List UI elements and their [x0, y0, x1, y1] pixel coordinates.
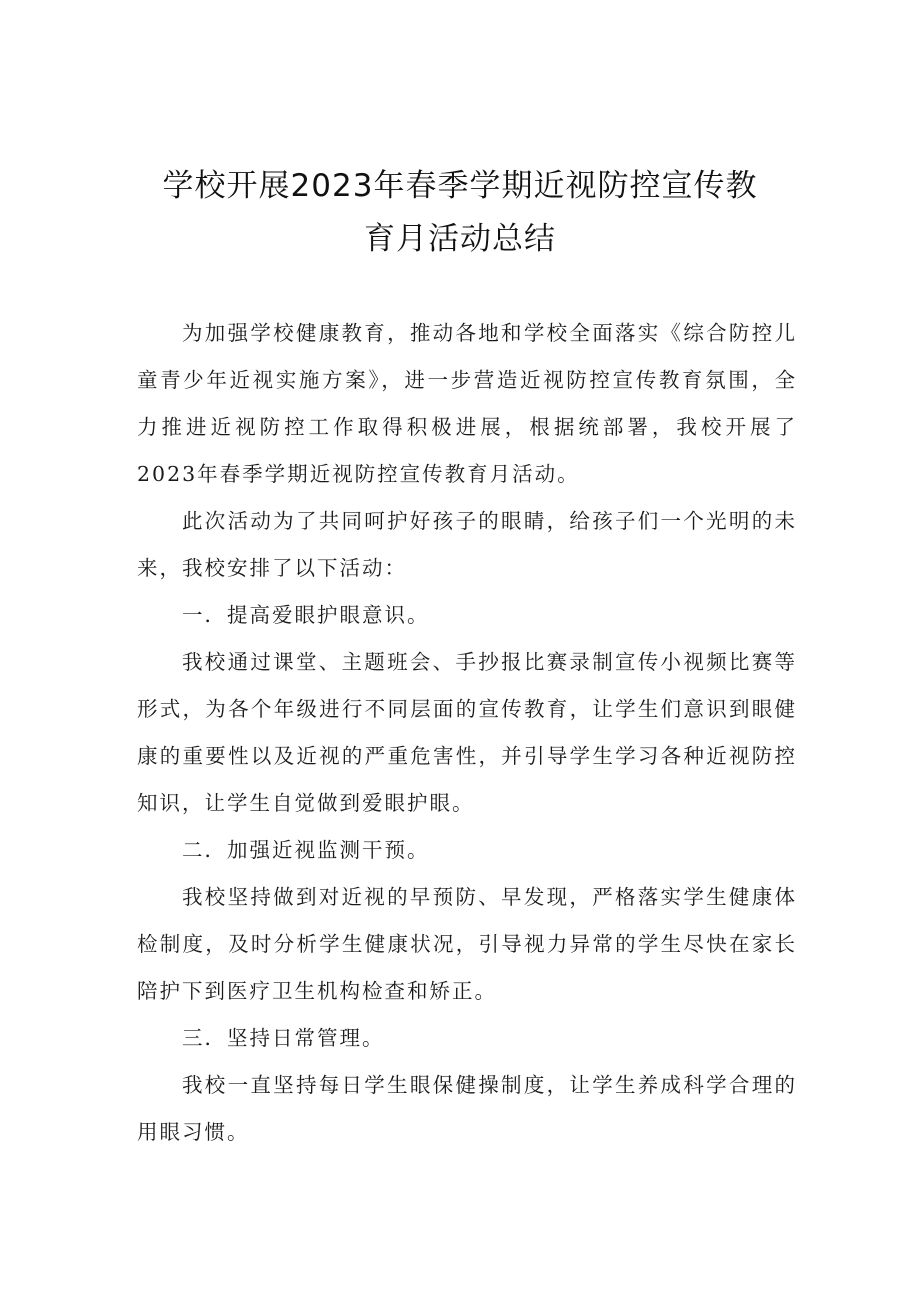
document-body — [137, 310, 797, 1156]
document-title-line-2: 育月活动总结 — [364, 221, 556, 257]
section-heading-2: 二．加强近视监测干预。 — [182, 838, 430, 862]
section-body-2: 我校坚持做到对近视的早预防、早发现，严格落实学生健康体检制度，及时分析学生健康状况，引导视力异常的学生尽快在家长陪护下到医疗卫生机构检查和矫正。 — [137, 885, 797, 1003]
intro-paragraph: 为加强学校健康教育，推动各地和学校全面落实《综合防控儿童青少年近视实施方案》，进一步营造近视防控宣传教育氛围，全力推进近视防控工作取得积极进展，根据统部署，我校开展了2023年春季学期近视防控宣传教育月活动。 — [137, 321, 797, 486]
section-heading-3: 三．坚持日常管理。 — [182, 1026, 385, 1050]
section-heading-1: 一．提高爱眼护眼意识。 — [182, 603, 430, 627]
purpose-paragraph: 此次活动为了共同呵护好孩子的眼睛，给孩子们一个光明的未来，我校安排了以下活动： — [137, 509, 797, 580]
document-title-line-1: 学校开展2023年春季学期近视防控宣传教 — [162, 168, 758, 204]
section-body-3: 我校一直坚持每日学生眼保健操制度，让学生养成科学合理的用眼习惯。 — [137, 1073, 797, 1144]
section-body-1: 我校通过课堂、主题班会、手抄报比赛录制宣传小视频比赛等形式，为各个年级进行不同层面的宣传教育，让学生们意识到眼健康的重要性以及近视的严重危害性，并引导学生学习各种近视防控知识，让学生自觉做到爱眼护眼。 — [137, 650, 797, 815]
